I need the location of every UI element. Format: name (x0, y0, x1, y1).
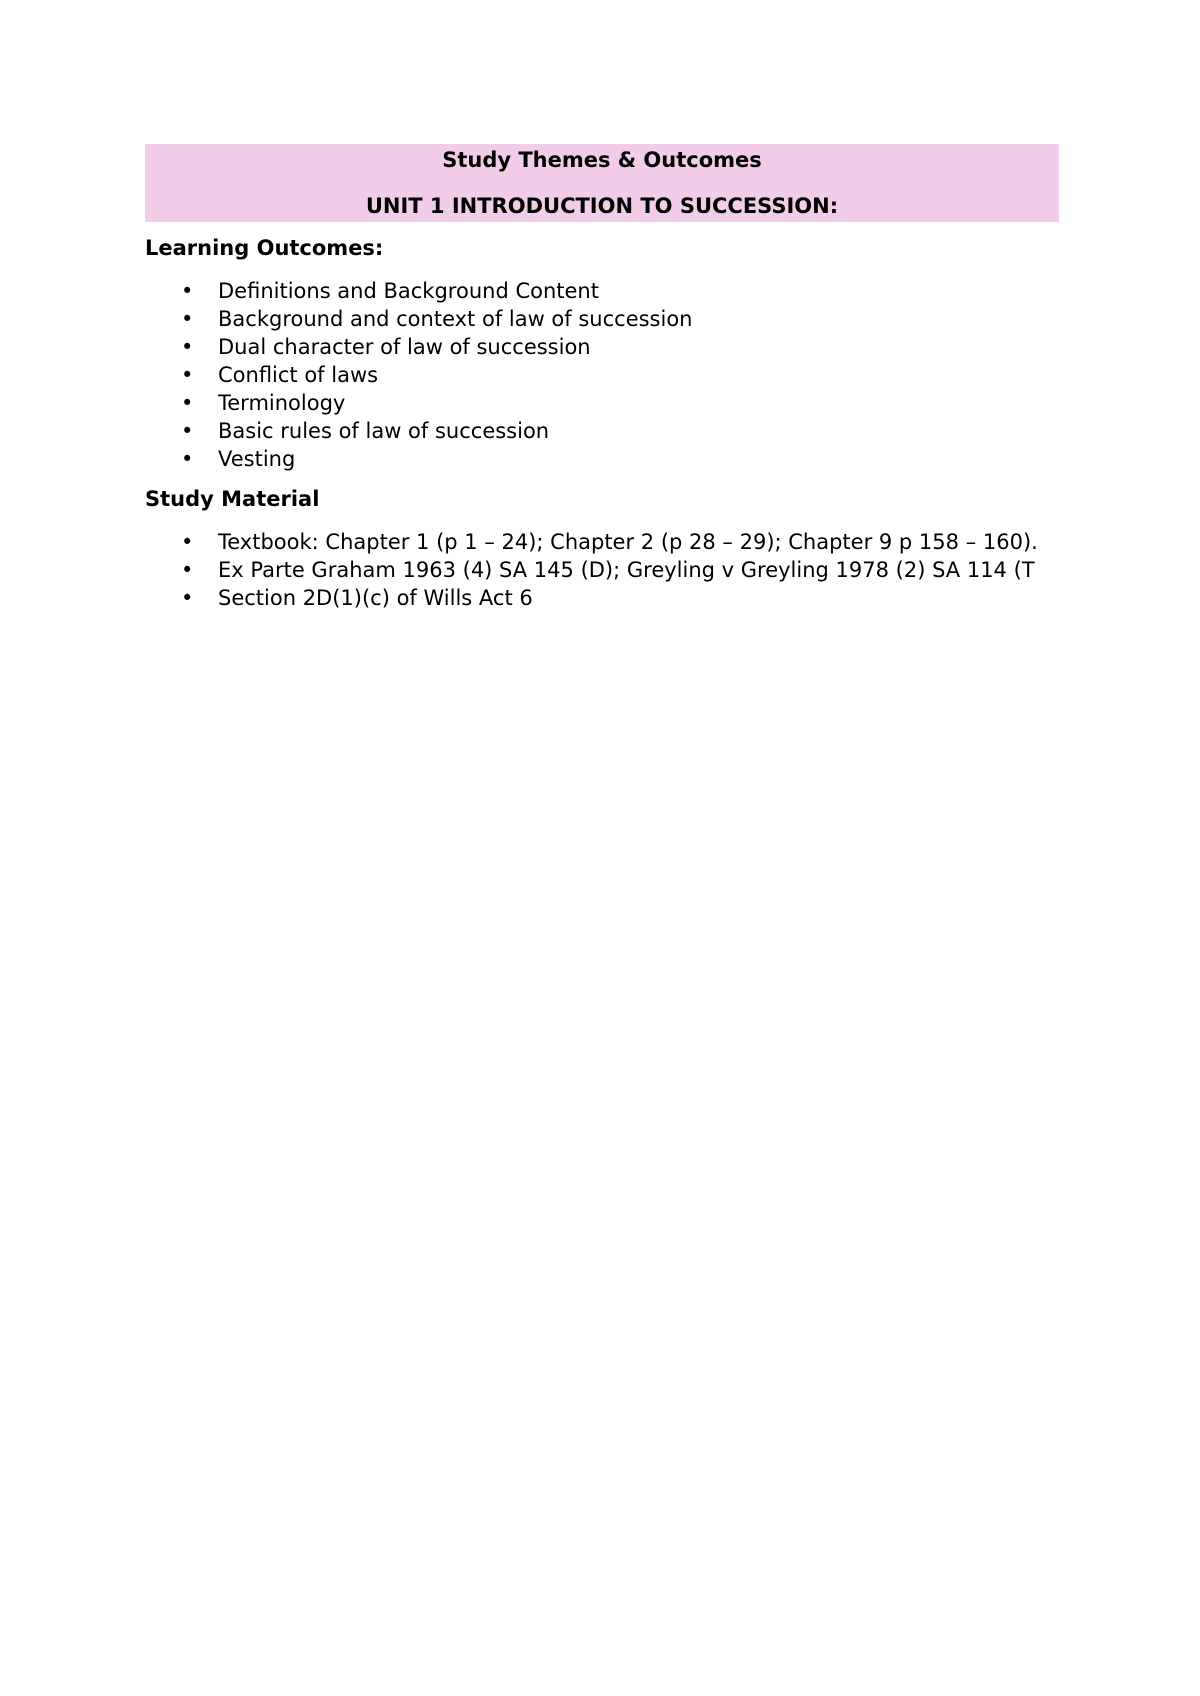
bullet-icon: • (181, 307, 194, 331)
bullet-icon: • (181, 335, 194, 359)
bullet-icon: • (181, 530, 194, 554)
bullet-icon: • (181, 558, 194, 582)
list-item: • Background and context of law of succession (181, 307, 693, 331)
list-item: • Vesting (181, 447, 296, 471)
list-item: • Section 2D(1)(c) of Wills Act 6 (181, 586, 533, 610)
list-item: • Dual character of law of succession (181, 335, 591, 359)
bullet-icon: • (181, 419, 194, 443)
list-item: • Conflict of laws (181, 363, 379, 387)
list-item: • Textbook: Chapter 1 (p 1 – 24); Chapter 2 (p 28 – 29); Chapter 9 p 158 – 160). (181, 530, 1038, 554)
document-page (145, 144, 1059, 612)
learning-outcomes-list (145, 277, 1059, 473)
title-band (145, 144, 1059, 222)
bullet-icon: • (181, 279, 194, 303)
bullet-icon: • (181, 391, 194, 415)
study-material-heading: Study Material (145, 487, 320, 511)
learning-outcomes-heading: Learning Outcomes: (145, 236, 384, 260)
list-item: • Definitions and Background Content (181, 279, 599, 303)
list-item: • Ex Parte Graham 1963 (4) SA 145 (D); Greyling v Greyling 1978 (2) SA 114 (T (181, 558, 1035, 582)
bullet-icon: • (181, 363, 194, 387)
bullet-icon: • (181, 447, 194, 471)
list-item: • Terminology (181, 391, 346, 415)
bullet-icon: • (181, 586, 194, 610)
list-item: • Basic rules of law of succession (181, 419, 550, 443)
unit-title: UNIT 1 INTRODUCTION TO SUCCESSION: (365, 194, 839, 218)
study-material-list (145, 528, 1059, 612)
document-title: Study Themes & Outcomes (442, 148, 762, 172)
